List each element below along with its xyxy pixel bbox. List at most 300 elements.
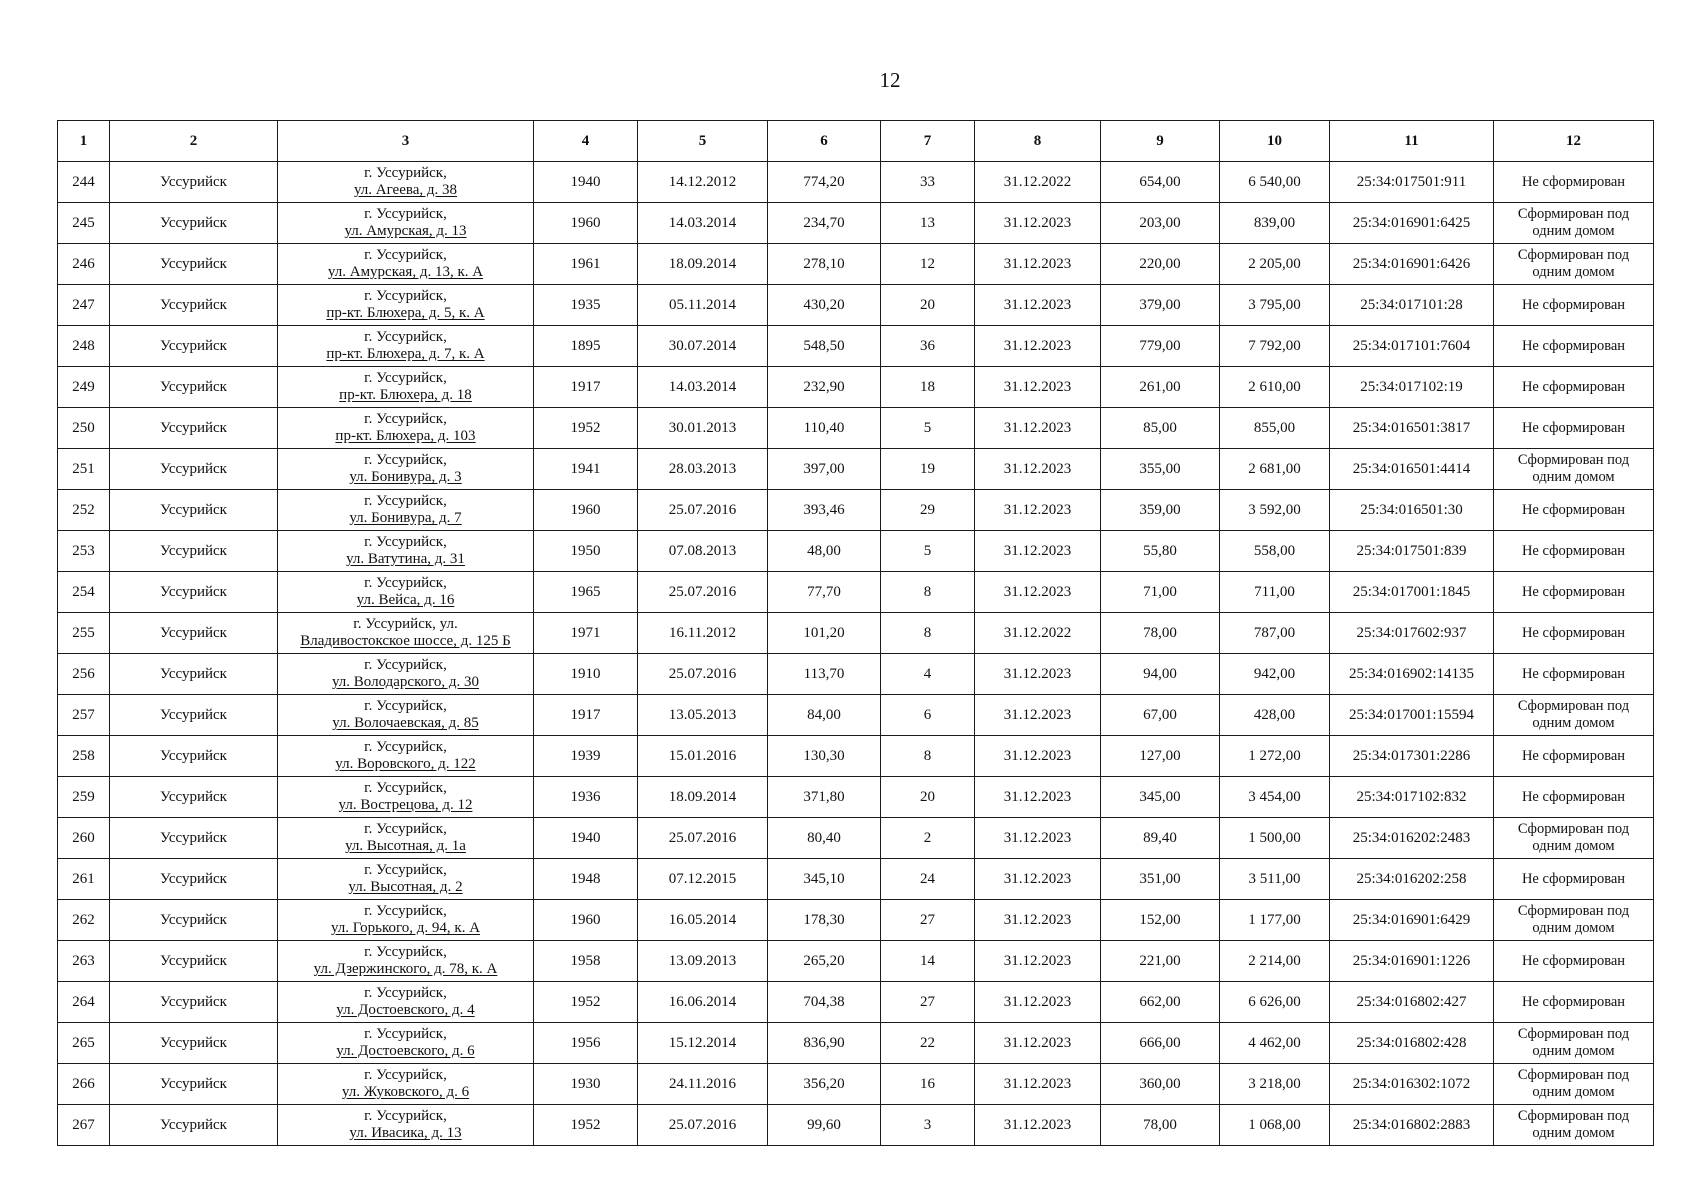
year-cell: 1895 xyxy=(534,326,638,367)
table-row xyxy=(58,982,1654,1023)
col7-cell: 24 xyxy=(881,859,975,900)
address-line-1: г. Уссурийск, xyxy=(364,534,447,550)
year-cell: 1960 xyxy=(534,900,638,941)
deadline-cell: 31.12.2023 xyxy=(975,326,1101,367)
city-cell: Уссурийск xyxy=(110,367,278,408)
city-cell: Уссурийск xyxy=(110,900,278,941)
col10-cell: 1 068,00 xyxy=(1220,1105,1330,1146)
row-number-cell: 253 xyxy=(58,531,110,572)
col9-cell: 779,00 xyxy=(1101,326,1220,367)
col7-cell: 36 xyxy=(881,326,975,367)
table-row xyxy=(58,1105,1654,1146)
deadline-cell: 31.12.2023 xyxy=(975,367,1101,408)
col9-cell: 355,00 xyxy=(1101,449,1220,490)
deadline-cell: 31.12.2022 xyxy=(975,613,1101,654)
date-cell: 24.11.2016 xyxy=(638,1064,768,1105)
deadline-cell: 31.12.2022 xyxy=(975,162,1101,203)
deadline-cell: 31.12.2023 xyxy=(975,982,1101,1023)
city-cell: Уссурийск xyxy=(110,695,278,736)
col7-cell: 8 xyxy=(881,613,975,654)
row-number-cell: 256 xyxy=(58,654,110,695)
table-row xyxy=(58,244,1654,285)
col7-cell: 13 xyxy=(881,203,975,244)
date-cell: 28.03.2013 xyxy=(638,449,768,490)
year-cell: 1941 xyxy=(534,449,638,490)
col7-cell: 3 xyxy=(881,1105,975,1146)
address-line-2: пр-кт. Блюхера, д. 7, к. А xyxy=(326,346,485,362)
status-cell: Сформирован под одним домом xyxy=(1494,1023,1654,1064)
address-cell xyxy=(278,613,534,654)
table-row xyxy=(58,531,1654,572)
col9-cell: 85,00 xyxy=(1101,408,1220,449)
year-cell: 1917 xyxy=(534,367,638,408)
city-cell: Уссурийск xyxy=(110,654,278,695)
col9-cell: 67,00 xyxy=(1101,695,1220,736)
col7-cell: 2 xyxy=(881,818,975,859)
col9-cell: 89,40 xyxy=(1101,818,1220,859)
row-number-cell: 247 xyxy=(58,285,110,326)
city-cell: Уссурийск xyxy=(110,777,278,818)
col10-cell: 6 540,00 xyxy=(1220,162,1330,203)
deadline-cell: 31.12.2023 xyxy=(975,408,1101,449)
date-cell: 13.05.2013 xyxy=(638,695,768,736)
area-cell: 110,40 xyxy=(768,408,881,449)
status-cell: Сформирован под одним домом xyxy=(1494,449,1654,490)
row-number-cell: 246 xyxy=(58,244,110,285)
col9-cell: 71,00 xyxy=(1101,572,1220,613)
cadastral-number-cell: 25:34:017101:28 xyxy=(1330,285,1494,326)
address-cell xyxy=(278,777,534,818)
column-header: 3 xyxy=(278,121,534,162)
address-line-2: ул. Ватутина, д. 31 xyxy=(346,551,465,567)
col7-cell: 19 xyxy=(881,449,975,490)
address-line-2: ул. Горького, д. 94, к. А xyxy=(330,920,481,936)
address-line-1: г. Уссурийск, xyxy=(364,370,447,386)
city-cell: Уссурийск xyxy=(110,1064,278,1105)
cadastral-number-cell: 25:34:017101:7604 xyxy=(1330,326,1494,367)
date-cell: 25.07.2016 xyxy=(638,1105,768,1146)
row-number-cell: 244 xyxy=(58,162,110,203)
address-line-2: ул. Вейса, д. 16 xyxy=(356,592,455,608)
page-number: 12 xyxy=(879,68,901,92)
address-line-1: г. Уссурийск, xyxy=(364,657,447,673)
col7-cell: 27 xyxy=(881,900,975,941)
status-cell: Сформирован под одним домом xyxy=(1494,244,1654,285)
table-row xyxy=(58,777,1654,818)
status-cell: Не сформирован xyxy=(1494,777,1654,818)
status-cell: Не сформирован xyxy=(1494,162,1654,203)
address-line-2: ул. Амурская, д. 13, к. А xyxy=(327,264,484,280)
address-cell xyxy=(278,818,534,859)
col10-cell: 4 462,00 xyxy=(1220,1023,1330,1064)
row-number-cell: 260 xyxy=(58,818,110,859)
date-cell: 14.03.2014 xyxy=(638,203,768,244)
col9-cell: 662,00 xyxy=(1101,982,1220,1023)
status-cell: Не сформирован xyxy=(1494,531,1654,572)
date-cell: 25.07.2016 xyxy=(638,654,768,695)
col10-cell: 3 454,00 xyxy=(1220,777,1330,818)
area-cell: 774,20 xyxy=(768,162,881,203)
column-header: 1 xyxy=(58,121,110,162)
status-cell: Не сформирован xyxy=(1494,408,1654,449)
column-header: 6 xyxy=(768,121,881,162)
cadastral-number-cell: 25:34:016802:2883 xyxy=(1330,1105,1494,1146)
table-row xyxy=(58,490,1654,531)
col10-cell: 711,00 xyxy=(1220,572,1330,613)
table-row xyxy=(58,859,1654,900)
area-cell: 77,70 xyxy=(768,572,881,613)
date-cell: 25.07.2016 xyxy=(638,818,768,859)
cadastral-number-cell: 25:34:016802:427 xyxy=(1330,982,1494,1023)
row-number-cell: 261 xyxy=(58,859,110,900)
status-cell: Не сформирован xyxy=(1494,326,1654,367)
cadastral-number-cell: 25:34:017001:15594 xyxy=(1330,695,1494,736)
status-cell: Сформирован под одним домом xyxy=(1494,900,1654,941)
date-cell: 18.09.2014 xyxy=(638,777,768,818)
address-line-1: г. Уссурийск, xyxy=(364,329,447,345)
address-line-2: ул. Волочаевская, д. 85 xyxy=(332,715,479,731)
address-line-2: ул. Агеева, д. 38 xyxy=(353,182,458,198)
year-cell: 1936 xyxy=(534,777,638,818)
col9-cell: 203,00 xyxy=(1101,203,1220,244)
col9-cell: 220,00 xyxy=(1101,244,1220,285)
column-header: 2 xyxy=(110,121,278,162)
deadline-cell: 31.12.2023 xyxy=(975,859,1101,900)
row-number-cell: 264 xyxy=(58,982,110,1023)
header-row xyxy=(58,121,1654,162)
year-cell: 1961 xyxy=(534,244,638,285)
col10-cell: 3 218,00 xyxy=(1220,1064,1330,1105)
address-line-2: ул. Высотная, д. 2 xyxy=(348,879,463,895)
col10-cell: 942,00 xyxy=(1220,654,1330,695)
row-number-cell: 254 xyxy=(58,572,110,613)
city-cell: Уссурийск xyxy=(110,285,278,326)
area-cell: 397,00 xyxy=(768,449,881,490)
deadline-cell: 31.12.2023 xyxy=(975,900,1101,941)
date-cell: 30.07.2014 xyxy=(638,326,768,367)
table-row xyxy=(58,326,1654,367)
date-cell: 18.09.2014 xyxy=(638,244,768,285)
address-line-1: г. Уссурийск, xyxy=(364,165,447,181)
address-line-1: г. Уссурийск, xyxy=(364,780,447,796)
address-cell xyxy=(278,1064,534,1105)
area-cell: 345,10 xyxy=(768,859,881,900)
col9-cell: 78,00 xyxy=(1101,1105,1220,1146)
year-cell: 1935 xyxy=(534,285,638,326)
status-cell: Сформирован под одним домом xyxy=(1494,818,1654,859)
col10-cell: 839,00 xyxy=(1220,203,1330,244)
col9-cell: 359,00 xyxy=(1101,490,1220,531)
city-cell: Уссурийск xyxy=(110,859,278,900)
cadastral-number-cell: 25:34:016501:30 xyxy=(1330,490,1494,531)
status-cell: Не сформирован xyxy=(1494,859,1654,900)
deadline-cell: 31.12.2023 xyxy=(975,654,1101,695)
date-cell: 25.07.2016 xyxy=(638,572,768,613)
year-cell: 1917 xyxy=(534,695,638,736)
table-row xyxy=(58,941,1654,982)
cadastral-number-cell: 25:34:016902:14135 xyxy=(1330,654,1494,695)
area-cell: 430,20 xyxy=(768,285,881,326)
year-cell: 1971 xyxy=(534,613,638,654)
col9-cell: 221,00 xyxy=(1101,941,1220,982)
table-row xyxy=(58,900,1654,941)
address-cell xyxy=(278,941,534,982)
cadastral-number-cell: 25:34:017102:19 xyxy=(1330,367,1494,408)
area-cell: 99,60 xyxy=(768,1105,881,1146)
area-cell: 265,20 xyxy=(768,941,881,982)
row-number-cell: 266 xyxy=(58,1064,110,1105)
table-row xyxy=(58,449,1654,490)
address-line-2: ул. Достоевского, д. 4 xyxy=(336,1002,475,1018)
col7-cell: 33 xyxy=(881,162,975,203)
cadastral-number-cell: 25:34:016302:1072 xyxy=(1330,1064,1494,1105)
city-cell: Уссурийск xyxy=(110,982,278,1023)
year-cell: 1960 xyxy=(534,490,638,531)
col10-cell: 1 177,00 xyxy=(1220,900,1330,941)
col7-cell: 8 xyxy=(881,572,975,613)
address-line-2: ул. Вострецова, д. 12 xyxy=(338,797,473,813)
status-cell: Не сформирован xyxy=(1494,941,1654,982)
table-row xyxy=(58,367,1654,408)
area-cell: 80,40 xyxy=(768,818,881,859)
col7-cell: 8 xyxy=(881,736,975,777)
year-cell: 1952 xyxy=(534,982,638,1023)
deadline-cell: 31.12.2023 xyxy=(975,736,1101,777)
address-line-1: г. Уссурийск, xyxy=(364,821,447,837)
col7-cell: 16 xyxy=(881,1064,975,1105)
address-line-2: ул. Достоевского, д. 6 xyxy=(336,1043,475,1059)
table-row xyxy=(58,613,1654,654)
cadastral-number-cell: 25:34:016901:1226 xyxy=(1330,941,1494,982)
col10-cell: 1 272,00 xyxy=(1220,736,1330,777)
status-cell: Сформирован под одним домом xyxy=(1494,695,1654,736)
row-number-cell: 245 xyxy=(58,203,110,244)
city-cell: Уссурийск xyxy=(110,449,278,490)
city-cell: Уссурийск xyxy=(110,736,278,777)
table-row xyxy=(58,736,1654,777)
year-cell: 1952 xyxy=(534,408,638,449)
address-cell xyxy=(278,900,534,941)
city-cell: Уссурийск xyxy=(110,326,278,367)
col10-cell: 3 511,00 xyxy=(1220,859,1330,900)
city-cell: Уссурийск xyxy=(110,1105,278,1146)
address-line-1: г. Уссурийск, xyxy=(364,206,447,222)
year-cell: 1956 xyxy=(534,1023,638,1064)
address-line-1: г. Уссурийск, xyxy=(364,1067,447,1083)
col7-cell: 20 xyxy=(881,777,975,818)
deadline-cell: 31.12.2023 xyxy=(975,490,1101,531)
status-cell: Не сформирован xyxy=(1494,285,1654,326)
col10-cell: 3 795,00 xyxy=(1220,285,1330,326)
col7-cell: 22 xyxy=(881,1023,975,1064)
address-line-1: г. Уссурийск, xyxy=(364,944,447,960)
deadline-cell: 31.12.2023 xyxy=(975,203,1101,244)
registry-table xyxy=(57,120,1654,1146)
col10-cell: 2 681,00 xyxy=(1220,449,1330,490)
cadastral-number-cell: 25:34:017301:2286 xyxy=(1330,736,1494,777)
col9-cell: 360,00 xyxy=(1101,1064,1220,1105)
deadline-cell: 31.12.2023 xyxy=(975,449,1101,490)
column-header: 11 xyxy=(1330,121,1494,162)
deadline-cell: 31.12.2023 xyxy=(975,285,1101,326)
col10-cell: 2 214,00 xyxy=(1220,941,1330,982)
row-number-cell: 249 xyxy=(58,367,110,408)
col7-cell: 12 xyxy=(881,244,975,285)
row-number-cell: 258 xyxy=(58,736,110,777)
city-cell: Уссурийск xyxy=(110,490,278,531)
date-cell: 16.06.2014 xyxy=(638,982,768,1023)
cadastral-number-cell: 25:34:017602:937 xyxy=(1330,613,1494,654)
cadastral-number-cell: 25:34:016501:3817 xyxy=(1330,408,1494,449)
row-number-cell: 259 xyxy=(58,777,110,818)
cadastral-number-cell: 25:34:016202:2483 xyxy=(1330,818,1494,859)
table-row xyxy=(58,654,1654,695)
address-cell xyxy=(278,1105,534,1146)
col9-cell: 654,00 xyxy=(1101,162,1220,203)
table-row xyxy=(58,572,1654,613)
col7-cell: 5 xyxy=(881,531,975,572)
col9-cell: 345,00 xyxy=(1101,777,1220,818)
table-row xyxy=(58,162,1654,203)
col9-cell: 78,00 xyxy=(1101,613,1220,654)
column-header: 12 xyxy=(1494,121,1654,162)
col9-cell: 379,00 xyxy=(1101,285,1220,326)
col9-cell: 94,00 xyxy=(1101,654,1220,695)
address-line-2: пр-кт. Блюхера, д. 5, к. А xyxy=(326,305,485,321)
deadline-cell: 31.12.2023 xyxy=(975,941,1101,982)
status-cell: Сформирован под одним домом xyxy=(1494,1064,1654,1105)
col9-cell: 55,80 xyxy=(1101,531,1220,572)
status-cell: Не сформирован xyxy=(1494,982,1654,1023)
table-row xyxy=(58,1064,1654,1105)
deadline-cell: 31.12.2023 xyxy=(975,818,1101,859)
year-cell: 1930 xyxy=(534,1064,638,1105)
address-line-2: ул. Бонивура, д. 7 xyxy=(349,510,462,526)
date-cell: 15.01.2016 xyxy=(638,736,768,777)
address-line-1: г. Уссурийск, xyxy=(364,862,447,878)
column-header: 4 xyxy=(534,121,638,162)
area-cell: 101,20 xyxy=(768,613,881,654)
address-line-2: ул. Дзержинского, д. 78, к. А xyxy=(313,961,498,977)
address-cell xyxy=(278,736,534,777)
address-line-1: г. Уссурийск, ул. xyxy=(353,616,458,632)
address-line-2: ул. Володарского, д. 30 xyxy=(331,674,480,690)
cadastral-number-cell: 25:34:017501:911 xyxy=(1330,162,1494,203)
date-cell: 16.11.2012 xyxy=(638,613,768,654)
table-row xyxy=(58,1023,1654,1064)
status-cell: Не сформирован xyxy=(1494,572,1654,613)
area-cell: 130,30 xyxy=(768,736,881,777)
address-line-1: г. Уссурийск, xyxy=(364,1026,447,1042)
area-cell: 178,30 xyxy=(768,900,881,941)
date-cell: 14.12.2012 xyxy=(638,162,768,203)
address-cell xyxy=(278,572,534,613)
cadastral-number-cell: 25:34:016202:258 xyxy=(1330,859,1494,900)
area-cell: 278,10 xyxy=(768,244,881,285)
area-cell: 836,90 xyxy=(768,1023,881,1064)
col10-cell: 7 792,00 xyxy=(1220,326,1330,367)
status-cell: Не сформирован xyxy=(1494,654,1654,695)
column-header: 7 xyxy=(881,121,975,162)
table-container xyxy=(57,120,1654,1146)
col10-cell: 2 610,00 xyxy=(1220,367,1330,408)
deadline-cell: 31.12.2023 xyxy=(975,1064,1101,1105)
area-cell: 113,70 xyxy=(768,654,881,695)
date-cell: 14.03.2014 xyxy=(638,367,768,408)
year-cell: 1950 xyxy=(534,531,638,572)
year-cell: 1939 xyxy=(534,736,638,777)
city-cell: Уссурийск xyxy=(110,244,278,285)
address-line-2: Владивостокское шоссе, д. 125 Б xyxy=(300,633,511,649)
cadastral-number-cell: 25:34:017102:832 xyxy=(1330,777,1494,818)
col9-cell: 152,00 xyxy=(1101,900,1220,941)
date-cell: 25.07.2016 xyxy=(638,490,768,531)
row-number-cell: 265 xyxy=(58,1023,110,1064)
city-cell: Уссурийск xyxy=(110,818,278,859)
address-cell xyxy=(278,490,534,531)
year-cell: 1910 xyxy=(534,654,638,695)
col7-cell: 6 xyxy=(881,695,975,736)
deadline-cell: 31.12.2023 xyxy=(975,1023,1101,1064)
address-line-1: г. Уссурийск, xyxy=(364,493,447,509)
col9-cell: 261,00 xyxy=(1101,367,1220,408)
address-cell xyxy=(278,1023,534,1064)
table-body xyxy=(58,162,1654,1146)
col10-cell: 787,00 xyxy=(1220,613,1330,654)
address-line-2: ул. Бонивура, д. 3 xyxy=(349,469,462,485)
area-cell: 704,38 xyxy=(768,982,881,1023)
col9-cell: 351,00 xyxy=(1101,859,1220,900)
column-header: 9 xyxy=(1101,121,1220,162)
table-row xyxy=(58,818,1654,859)
col10-cell: 855,00 xyxy=(1220,408,1330,449)
col7-cell: 4 xyxy=(881,654,975,695)
city-cell: Уссурийск xyxy=(110,162,278,203)
address-cell xyxy=(278,695,534,736)
col10-cell: 2 205,00 xyxy=(1220,244,1330,285)
col10-cell: 3 592,00 xyxy=(1220,490,1330,531)
row-number-cell: 252 xyxy=(58,490,110,531)
date-cell: 30.01.2013 xyxy=(638,408,768,449)
city-cell: Уссурийск xyxy=(110,408,278,449)
area-cell: 393,46 xyxy=(768,490,881,531)
col9-cell: 127,00 xyxy=(1101,736,1220,777)
cadastral-number-cell: 25:34:016501:4414 xyxy=(1330,449,1494,490)
col7-cell: 29 xyxy=(881,490,975,531)
column-header: 10 xyxy=(1220,121,1330,162)
cadastral-number-cell: 25:34:016901:6429 xyxy=(1330,900,1494,941)
area-cell: 371,80 xyxy=(768,777,881,818)
row-number-cell: 255 xyxy=(58,613,110,654)
col7-cell: 20 xyxy=(881,285,975,326)
address-line-2: ул. Высотная, д. 1а xyxy=(345,838,466,854)
year-cell: 1960 xyxy=(534,203,638,244)
deadline-cell: 31.12.2023 xyxy=(975,777,1101,818)
col10-cell: 428,00 xyxy=(1220,695,1330,736)
col7-cell: 18 xyxy=(881,367,975,408)
city-cell: Уссурийск xyxy=(110,203,278,244)
address-cell xyxy=(278,203,534,244)
row-number-cell: 250 xyxy=(58,408,110,449)
deadline-cell: 31.12.2023 xyxy=(975,244,1101,285)
city-cell: Уссурийск xyxy=(110,1023,278,1064)
date-cell: 07.08.2013 xyxy=(638,531,768,572)
year-cell: 1940 xyxy=(534,162,638,203)
address-line-2: ул. Ивасика, д. 13 xyxy=(349,1125,462,1141)
table-row xyxy=(58,408,1654,449)
date-cell: 15.12.2014 xyxy=(638,1023,768,1064)
area-cell: 48,00 xyxy=(768,531,881,572)
